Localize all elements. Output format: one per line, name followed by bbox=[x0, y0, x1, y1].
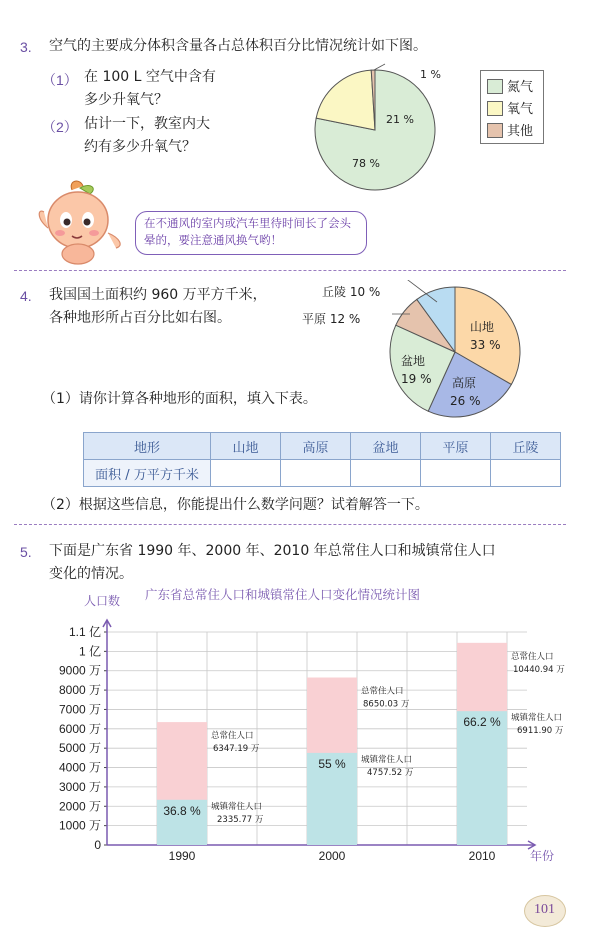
urban-percent-label: 66.2 % bbox=[463, 715, 501, 730]
table-row-label: 面积 / 万平方千米 bbox=[84, 460, 211, 487]
total-value-label: 10440.94 万 bbox=[513, 664, 565, 675]
q3-sub1-line1: 在 100 L 空气中含有 bbox=[84, 69, 216, 85]
y-tick-label: 2000 万 bbox=[58, 799, 101, 814]
urban-series-name-label: 城镇常住人口 bbox=[361, 754, 413, 765]
y-tick-label: 1 亿 bbox=[78, 644, 101, 659]
y-tick-label: 7000 万 bbox=[58, 702, 101, 717]
terrain-label-gaoyuan-pct: 26 % bbox=[450, 394, 481, 408]
total-series-name-label: 总常住人口 bbox=[511, 651, 554, 662]
q4-line1: 我国国土面积约 960 万平方千米， bbox=[49, 287, 267, 303]
q3-sub2-line2: 约有多少升氧气？ bbox=[84, 139, 196, 155]
table-header-cell: 地形 bbox=[84, 433, 211, 460]
y-tick-label: 9000 万 bbox=[58, 663, 101, 678]
terrain-label-shandi-name: 山地 bbox=[470, 320, 495, 334]
y-tick-label: 8000 万 bbox=[58, 683, 101, 698]
urban-percent-label: 36.8 % bbox=[163, 803, 201, 818]
table-header-cell: 平原 bbox=[421, 433, 491, 460]
urban-value-label: 6911.90 万 bbox=[517, 726, 564, 737]
legend-label-nitrogen: 氮气 bbox=[507, 80, 534, 95]
pie-label-oxygen: 21 % bbox=[386, 113, 414, 126]
y-tick-label: 6000 万 bbox=[58, 721, 101, 736]
y-tick-label: 4000 万 bbox=[58, 760, 101, 775]
table-header-cell: 高原 bbox=[281, 433, 351, 460]
q3-sub2-line1: 估计一下，教室内大 bbox=[84, 116, 210, 132]
q4-number: 4. bbox=[20, 288, 32, 304]
urban-value-label: 4757.52 万 bbox=[367, 767, 414, 778]
q4-line2: 各种地形所占百分比如右图。 bbox=[49, 310, 231, 326]
speech-bubble: 在不通风的室内或汽车里待时间长了会头晕的，要注意通风换气哟！ bbox=[135, 211, 367, 255]
urban-percent-label: 55 % bbox=[318, 756, 346, 771]
table-header-cell: 盆地 bbox=[351, 433, 421, 460]
terrain-label-qiuling: 丘陵 10 % bbox=[322, 285, 381, 299]
pie-label-nitrogen: 78 % bbox=[352, 157, 380, 170]
urban-series-name-label: 城镇常住人口 bbox=[511, 713, 563, 724]
urban-value-label: 2335.77 万 bbox=[217, 814, 264, 825]
total-value-label: 6347.19 万 bbox=[213, 744, 260, 755]
legend-label-other: 其他 bbox=[507, 124, 534, 139]
terrain-label-pingyuan: 平原 12 % bbox=[302, 312, 361, 326]
x-tick-label: 1990 bbox=[168, 849, 196, 863]
y-tick-label: 0 bbox=[94, 838, 101, 852]
chart-xlabel: 年份 bbox=[530, 849, 555, 863]
page-number-badge bbox=[524, 895, 566, 927]
chart-ylabel: 人口数 bbox=[84, 594, 121, 608]
pie-label-other: 1 % bbox=[420, 68, 441, 81]
total-series-name-label: 总常住人口 bbox=[211, 731, 254, 742]
q5-line2: 变化的情况。 bbox=[49, 566, 133, 582]
q3-sub2-number: （2） bbox=[42, 119, 78, 135]
x-tick-label: 2010 bbox=[468, 849, 496, 863]
bar-urban-population bbox=[457, 711, 507, 845]
table-header-cell: 山地 bbox=[211, 433, 281, 460]
total-value-label: 8650.03 万 bbox=[363, 699, 410, 710]
table-header-cell: 丘陵 bbox=[491, 433, 561, 460]
urban-series-name-label: 城镇常住人口 bbox=[211, 801, 263, 812]
y-tick-label: 1000 万 bbox=[58, 818, 101, 833]
q3-sub1-number: （1） bbox=[42, 72, 78, 88]
q3-sub1-line2: 多少升氧气？ bbox=[84, 92, 168, 108]
terrain-label-gaoyuan-name: 高原 bbox=[452, 376, 477, 390]
y-tick-label: 3000 万 bbox=[58, 779, 101, 794]
total-series-name-label: 总常住人口 bbox=[361, 686, 404, 697]
x-tick-label: 2000 bbox=[318, 849, 346, 863]
terrain-label-pendi-name: 盆地 bbox=[401, 354, 426, 368]
chart-title: 广东省总常住人口和城镇常住人口变化情况统计图 bbox=[145, 587, 421, 602]
y-tick-label: 1.1 亿 bbox=[68, 625, 101, 639]
q3-number: 3. bbox=[20, 39, 32, 55]
q4-sub1: （1）请你计算各种地形的面积，填入下表。 bbox=[42, 391, 317, 407]
q5-line1: 下面是广东省 1990 年、2000 年、2010 年总常住人口和城镇常住人口 bbox=[49, 543, 496, 559]
q5-number: 5. bbox=[20, 544, 32, 560]
q4-sub2: （2）根据这些信息，你能提出什么数学问题？试着解答一下。 bbox=[42, 497, 429, 513]
page-number: 101 bbox=[534, 902, 555, 917]
terrain-label-shandi-pct: 33 % bbox=[470, 338, 501, 352]
legend-label-oxygen: 氧气 bbox=[507, 102, 534, 117]
q3-title: 空气的主要成分体积含量各占总体积百分比情况统计如下图。 bbox=[49, 38, 427, 54]
y-tick-label: 5000 万 bbox=[58, 741, 101, 756]
terrain-label-pendi-pct: 19 % bbox=[401, 372, 432, 386]
